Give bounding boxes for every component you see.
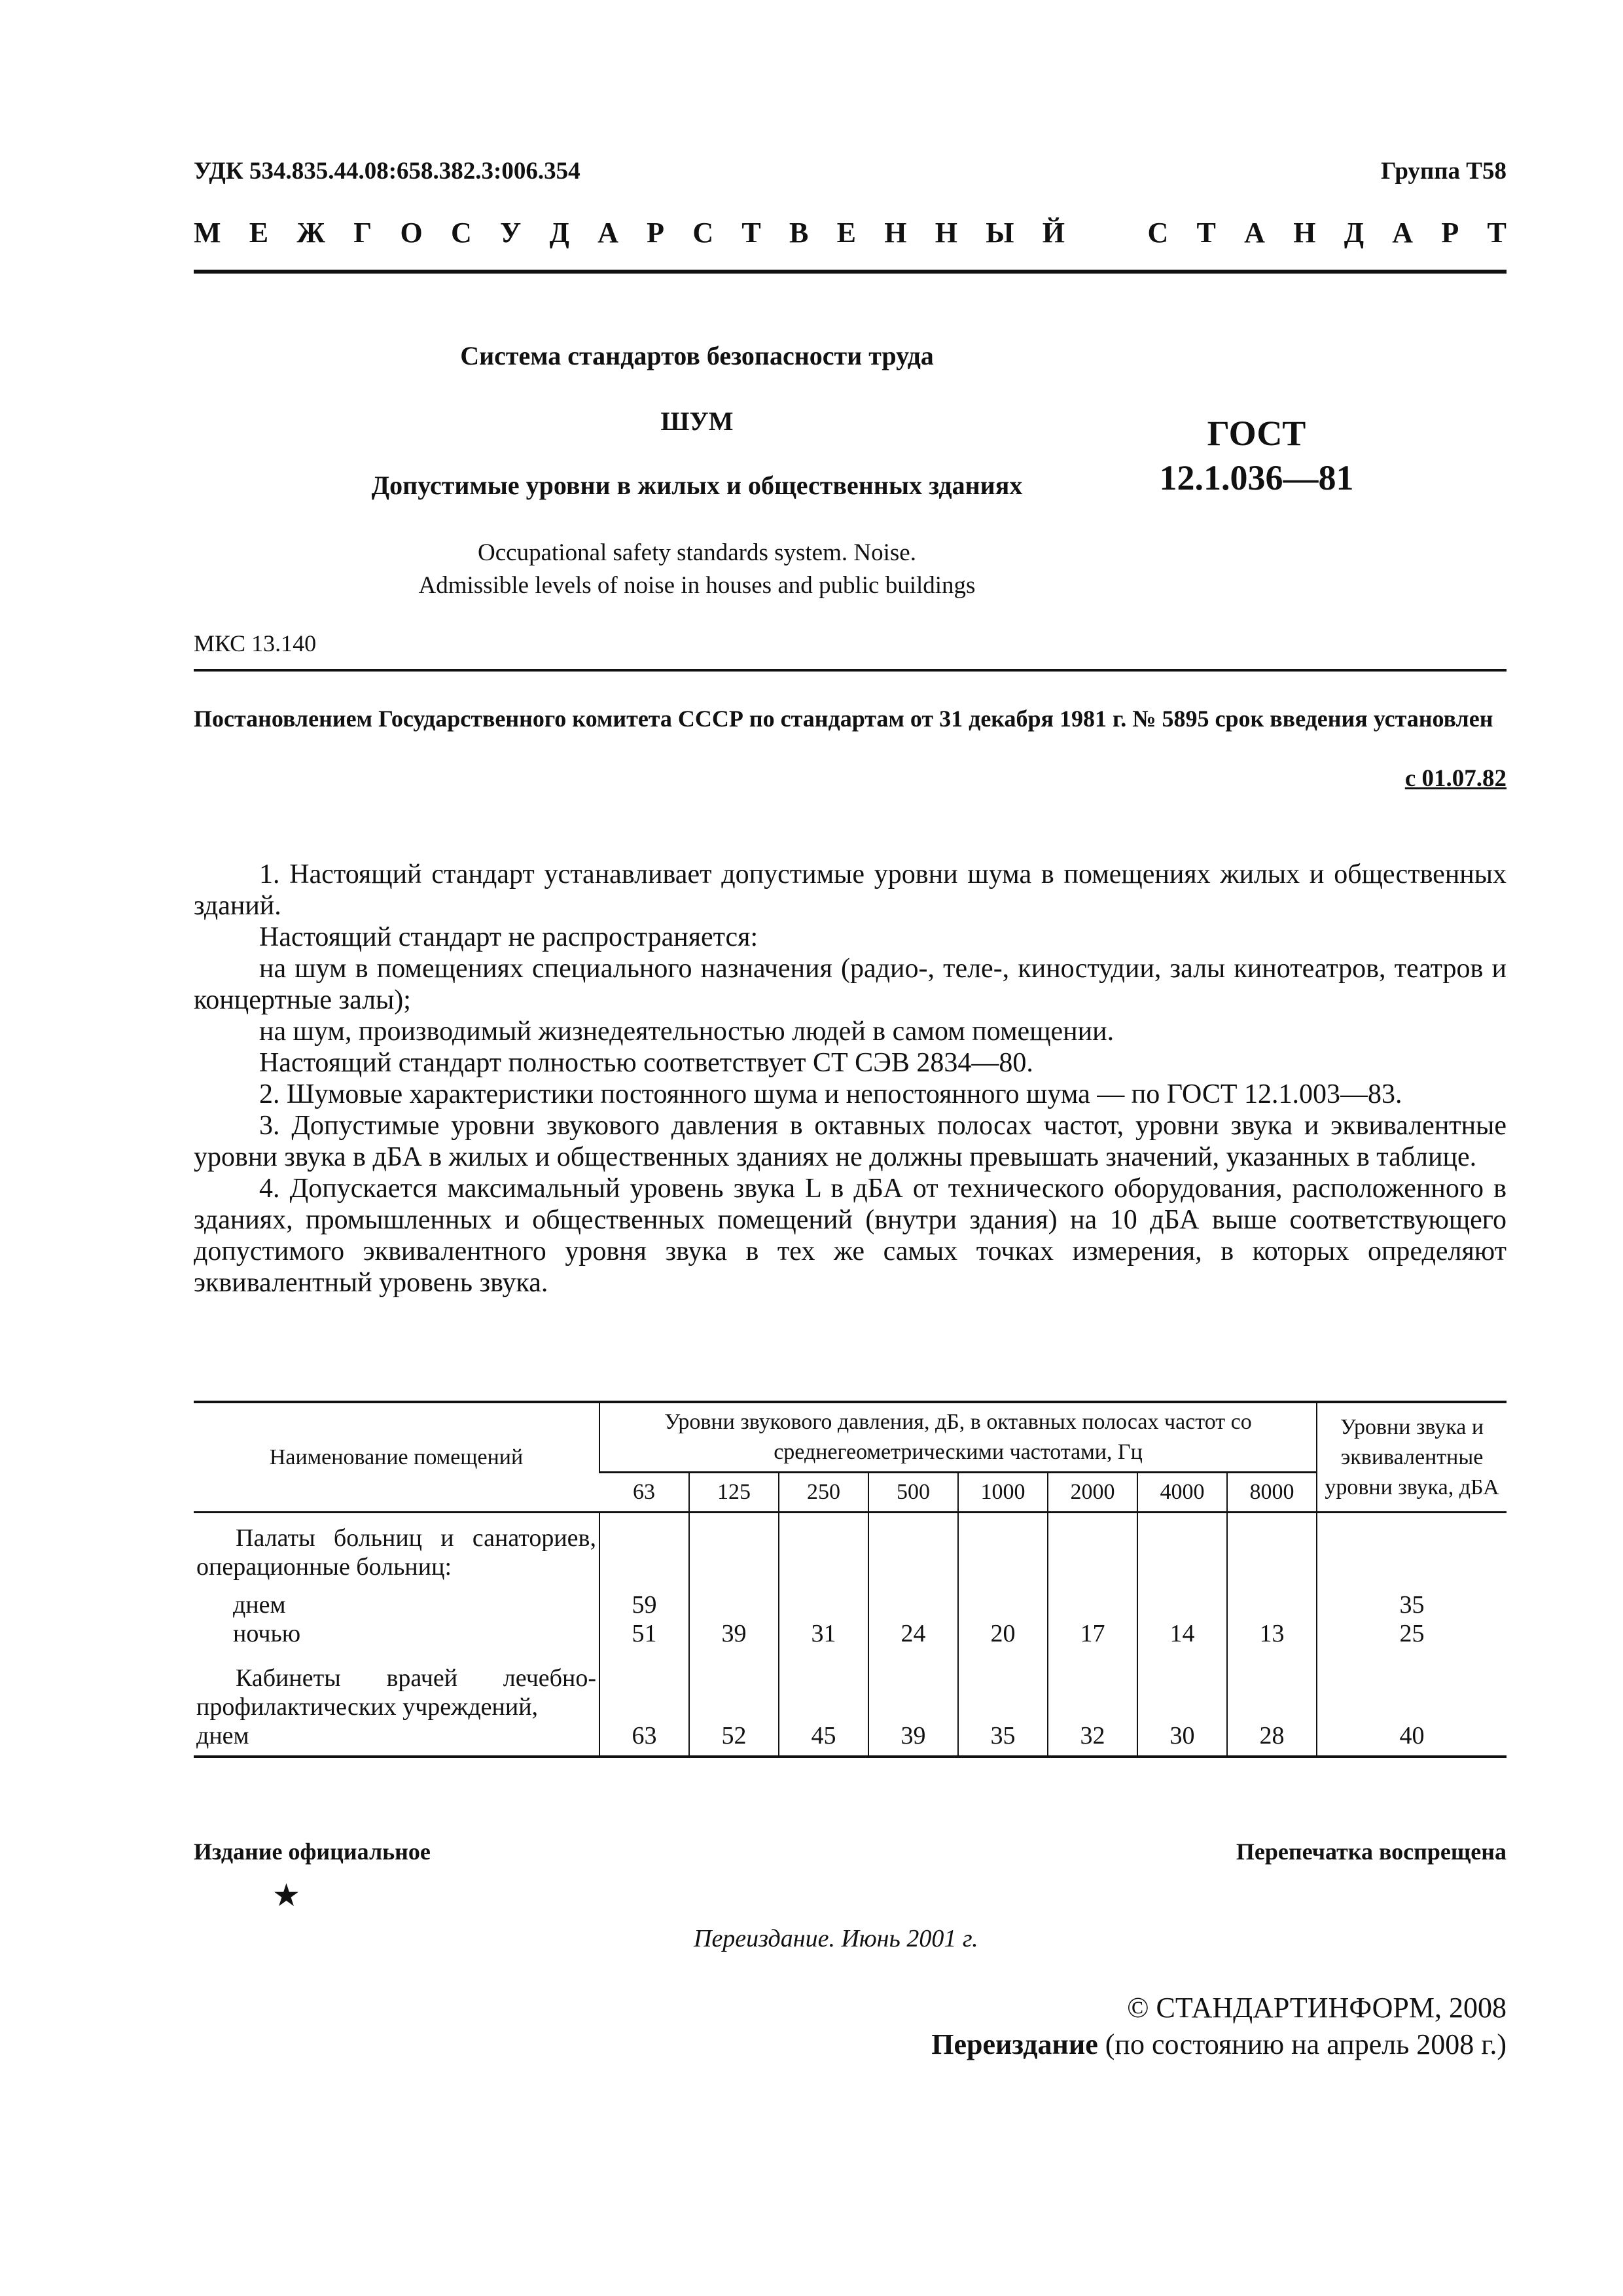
header-freq: 2000 — [1048, 1473, 1137, 1513]
banner-letter: Р — [1441, 217, 1459, 249]
banner-letter: В — [789, 217, 809, 249]
banner-letter: Д — [549, 217, 569, 249]
top-rule — [194, 270, 1507, 274]
header-octave-group: Уровни звукового давления, дБ, в октавных полосах частот со среднегеометрическими частотами, Гц — [599, 1402, 1317, 1473]
table-cell: 39 — [868, 1721, 958, 1757]
header-freq: 4000 — [1137, 1473, 1227, 1513]
table-cell: 63 — [599, 1721, 689, 1757]
paragraph-5: Настоящий стандарт полностью соответствует СТ СЭВ 2834—80. — [259, 1048, 1033, 1078]
table-cell — [779, 1581, 868, 1619]
banner-letter: С — [450, 217, 472, 249]
row-title: Кабинеты врачей лечебно-профилактических учреждений, — [196, 1664, 596, 1721]
table-row — [194, 1648, 1507, 1721]
official-edition: Издание официальное — [194, 1839, 431, 1865]
banner-gap — [1093, 216, 1119, 249]
reissue-bold: Переиздание — [931, 2028, 1098, 2060]
reissue-note: Переиздание. Июнь 2001 г. — [694, 1925, 978, 1952]
shum-title: ШУМ — [660, 406, 734, 436]
table-cell — [689, 1581, 779, 1619]
mks-code: МКС 13.140 — [194, 630, 317, 656]
banner-letter: Н — [1293, 217, 1316, 249]
row-label: ночью — [233, 1620, 301, 1647]
banner-letter: С — [1147, 217, 1169, 249]
table-row — [194, 1721, 1507, 1757]
banner-letter: О — [400, 217, 423, 249]
udk-code: УДК 534.835.44.08:658.382.3:006.354 — [194, 158, 580, 185]
header-freq: 63 — [599, 1473, 689, 1513]
table-cell: 32 — [1048, 1721, 1137, 1757]
banner-letter: Ы — [986, 217, 1014, 249]
row-label: днем — [233, 1591, 286, 1619]
table-cell: 45 — [779, 1721, 868, 1757]
table-cell: 52 — [689, 1721, 779, 1757]
row-title: Палаты больниц и санаториев, операционные больниц: — [196, 1524, 596, 1581]
gost-code: 12.1.036—81 — [1159, 458, 1354, 497]
paragraph-4: на шум, производимый жизнедеятельностью людей в самом помещении. — [259, 1016, 1115, 1047]
table-cell — [1048, 1581, 1137, 1619]
no-reprint-notice: Перепечатка воспрещена — [1236, 1839, 1507, 1865]
table-cell: 13 — [1227, 1619, 1317, 1648]
table-row — [194, 1581, 1507, 1619]
gost-number — [1106, 411, 1407, 500]
header-freq: 8000 — [1227, 1473, 1317, 1513]
body-text — [194, 859, 1507, 1299]
banner-letter: Т — [741, 217, 761, 249]
gost-label: ГОСТ — [1207, 414, 1306, 453]
banner-letter: Н — [884, 217, 907, 249]
english-title-line-2: Admissible levels of noise in houses and public buildings — [418, 572, 976, 599]
table-cell — [1137, 1581, 1227, 1619]
group-code: Группа Т58 — [1381, 158, 1507, 185]
banner-letter: Е — [836, 217, 856, 249]
table-cell: 30 — [1137, 1721, 1227, 1757]
header-freq: 1000 — [958, 1473, 1048, 1513]
copyright: © СТАНДАРТИНФОРМ, 2008 — [1127, 1992, 1507, 2024]
banner-letter: Т — [1487, 217, 1507, 249]
english-title — [288, 537, 1106, 602]
table-cell: 51 — [599, 1619, 689, 1648]
copyright-block — [931, 1990, 1507, 2063]
paragraph-6: 2. Шумовые характеристики постоянного шума и непостоянного шума — по ГОСТ 12.1.003—83. — [259, 1079, 1402, 1109]
table-cell: 31 — [779, 1619, 868, 1648]
table-cell: 40 — [1317, 1721, 1507, 1757]
banner-letter: Д — [1344, 217, 1364, 249]
header-freq: 125 — [689, 1473, 779, 1513]
reissue-status — [931, 2026, 1507, 2063]
banner-letter: А — [1244, 217, 1265, 249]
table-cell: 25 — [1317, 1619, 1507, 1648]
reissue-rest: (по состоянию на апрель 2008 г.) — [1097, 2028, 1507, 2060]
banner-letter: Й — [1042, 217, 1065, 249]
header-freq: 250 — [779, 1473, 868, 1513]
table-row — [194, 1619, 1507, 1648]
banner-letter: Е — [249, 217, 269, 249]
banner-letter: Р — [647, 217, 665, 249]
table-cell: 24 — [868, 1619, 958, 1648]
table-cell: 35 — [958, 1721, 1048, 1757]
table-row — [194, 1513, 1507, 1582]
table-cell — [958, 1581, 1048, 1619]
header-room-name: Наименование помещений — [194, 1402, 599, 1513]
table-cell: 20 — [958, 1619, 1048, 1648]
banner-letter: Г — [353, 217, 372, 249]
banner-letter: М — [194, 217, 221, 249]
system-title: Система стандартов безопасности труда — [460, 341, 934, 370]
english-title-line-1: Occupational safety standards system. Noise. — [478, 539, 916, 566]
banner-letter: С — [692, 217, 714, 249]
banner-letter: У — [500, 217, 522, 249]
table-cell: 17 — [1048, 1619, 1137, 1648]
header-freq: 500 — [868, 1473, 958, 1513]
paragraph-1: 1. Настоящий стандарт устанавливает допустимые уровни шума в помещениях жилых и общественных зданий. — [194, 859, 1507, 921]
table-cell: 59 — [599, 1581, 689, 1619]
banner-letter: Н — [935, 217, 957, 249]
table-cell: 35 — [1317, 1581, 1507, 1619]
middle-rule — [194, 669, 1507, 672]
decree-text: Постановлением Государственного комитета СССР по стандартам от 31 декабря 1981 г. № 5895 срок введения установлен — [194, 706, 1493, 732]
banner-letter: Т — [1196, 217, 1216, 249]
header-sound-level: Уровни звука и эквивалентные уровни звука, дБА — [1317, 1402, 1507, 1513]
paragraph-7: 3. Допустимые уровни звукового давления в октавных полосах частот, уровни звука и эквивалентные уровни звука в дБА в жилых и общественных зданиях не должны превышать значений, указанных в таблице. — [194, 1111, 1507, 1172]
table-cell — [1227, 1581, 1317, 1619]
paragraph-3: на шум в помещениях специального назначения (радио-, теле-, киностудии, залы кинотеатров, театров и концертные залы); — [194, 954, 1507, 1015]
table-cell: 39 — [689, 1619, 779, 1648]
table-cell: 28 — [1227, 1721, 1317, 1757]
standard-banner — [194, 216, 1507, 249]
noise-levels-table — [194, 1401, 1507, 1758]
paragraph-2: Настоящий стандарт не распространяется: — [259, 922, 758, 952]
banner-letter: Ж — [296, 217, 325, 249]
banner-letter: А — [1392, 217, 1414, 249]
banner-letter: А — [597, 217, 618, 249]
row-label: днем — [194, 1721, 599, 1757]
effective-date: с 01.07.82 — [1404, 765, 1507, 792]
table-cell — [868, 1581, 958, 1619]
paragraph-8: 4. Допускается максимальный уровень звука L в дБА от технического оборудования, расположенного в зданиях, промышленных и общественных помещений (внутри здания) на 10 дБА выше соответствующего допустимого эквивалентного уровня звука в тех же самых точках измерения, в которых определяют эквивалентный уровень звука. — [194, 1174, 1507, 1298]
document-subtitle: Допустимые уровни в жилых и общественных зданиях — [371, 471, 1023, 500]
star-icon: ★ — [272, 1878, 301, 1913]
table-cell: 14 — [1137, 1619, 1227, 1648]
